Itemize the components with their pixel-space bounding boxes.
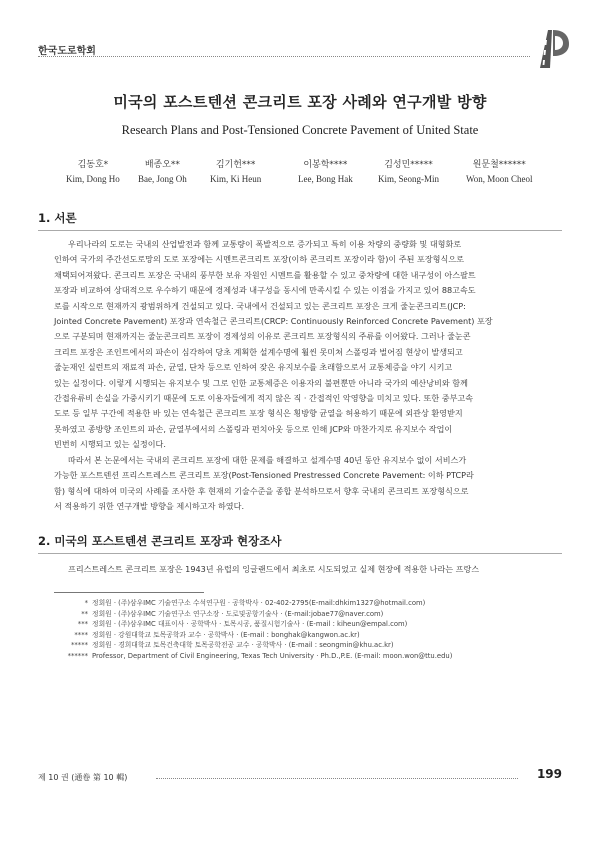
author-name-korean: 배종오**: [144, 160, 180, 170]
text-line: 함) 형식에 대하여 미국의 사례를 조사한 후 현재의 기술수준을 종합 분석하므로서 향후 국내의 콘크리트 포장형식으로: [54, 485, 469, 496]
author-name-english: Won, Moon Cheol: [466, 174, 533, 184]
text-line: 인하여 국가의 주간선도로망의 도로 포장에는 시멘트콘크리트 포장(이하 콘크리트 포장이라 함)이 주된 포장형식으로: [54, 254, 464, 265]
author-name-english: Kim, Dong Ho: [66, 174, 120, 184]
footnote-text: 정회원 · 경희대학교 토목건축대학 토목공학전공 교수 · 공학박사 · (E-mail : seongmin@khu.ac.kr): [92, 641, 394, 650]
text-line: 못하였고 종방향 조인트의 파손, 균열부에서의 스폴링과 펀치아웃 등으로 인해 JCP와 마찬가지로 유지보수 작업이: [54, 423, 453, 434]
running-header: [38, 40, 570, 62]
section-heading-us-pavement: 2. 미국의 포스트텐션 콘크리트 포장과 현장조사: [38, 534, 282, 548]
text-line: 서 적용하기 위한 연구개발 방향을 제시하고자 하였다.: [54, 500, 245, 511]
text-line: 포장과 비교하여 상대적으로 우수하기 때문에 경제성과 내구성을 동시에 만족시킬 수 있는 이점을 가지고 있어 88고속도: [54, 285, 476, 296]
text-line: 으로 구분되며 현재까지는 줄눈콘크리트 포장이 경제성의 이유로 콘크리트 포장형식의 주류를 이어왔다. 그러나 줄눈콘: [54, 331, 471, 342]
paragraph: [54, 453, 550, 515]
running-footer: [38, 767, 562, 786]
author-name-korean: 이봉학****: [303, 160, 348, 170]
paragraph: [54, 237, 550, 453]
text-line: 채택되어져왔다. 콘크리트 포장은 국내의 풍부한 보유 자원인 시멘트를 활용할 수 있고 중차량에 대한 내구성이 아스팔트: [54, 269, 476, 280]
footnotes: [54, 598, 554, 662]
section-body-us-pavement: [54, 562, 550, 577]
text-line: 우리나라의 도로는 국내의 산업발전과 함께 교통량이 폭발적으로 증가되고 특히 이용 차량의 중량화 및 대형화로: [68, 239, 462, 249]
footnote-text: 정회원 · (주)삼우IMC 대표이사 · 공학박사 · 토목시공, 품질시험기술사 · (E-mail : kiheun@empal.com): [92, 620, 408, 629]
section-rule: [38, 553, 562, 554]
footnote-text: 정회원 · 강원대학교 토목공학과 교수 · 공학박사 · (E-mail : bonghak@kangwon.ac.kr): [92, 630, 360, 639]
section-rule: [38, 230, 562, 231]
footnote: [54, 619, 554, 630]
footnote: [54, 640, 554, 651]
footnote-mark: ******: [67, 651, 88, 660]
text-line: Jointed Concrete Pavement) 포장과 연속철근 콘크리트(CRCP: Continuously Reinforced Concrete Pavement) 포장: [54, 316, 493, 327]
text-line: 크리트 포장은 조인트에서의 파손이 심각하여 당초 계획한 설계수명에 훨씬 못미쳐 스폴링과 벌어짐 현상이 발생되고: [54, 346, 463, 357]
author-name-korean: 김동호*: [77, 160, 109, 170]
author: [466, 157, 533, 184]
text-line: 있는 실정이다. 이렇게 시행되는 유지보수 및 그로 인한 교통체증은 이용자의 불편뿐만 아니라 국가의 예산낭비와 함께: [54, 377, 468, 388]
author-name-english: Kim, Seong-Min: [378, 174, 440, 184]
text-line: 간접유류비 손실을 가중시키기 때문에 도로 이용자들에게 적지 않은 직 · 간접적인 악영향을 미치고 있다. 또한 중부고속: [54, 393, 474, 404]
section-heading-introduction: 1. 서론: [38, 211, 77, 225]
text-line: 줄눈재인 실런트의 재료적 파손, 균열, 단차 등으로 인하여 잦은 유지보수를 초래함으로서 교통체증을 야기 시키고: [54, 362, 453, 373]
footnote-mark: *****: [71, 641, 88, 650]
text-line: 로를 시작으로 현재까지 광범위하게 건설되고 있다. 국내에서 건설되고 있는 콘크리트 포장은 크게 줄눈콘크리트(JCP:: [54, 300, 466, 311]
footnote-text: 정회원 · (주)삼우IMC 기술연구소 수석연구원 · 공학박사 · 02-402-2795(E-mail:dhkim1327@hotmail.com): [92, 599, 426, 607]
footnote-mark: **: [81, 609, 88, 618]
author-name-english: Bae, Jong Oh: [138, 174, 187, 184]
footnote-mark: ****: [74, 630, 88, 639]
footnote: [54, 609, 554, 620]
volume-info: 제 10 권 (通卷 第 10 輯): [38, 773, 128, 782]
author: [138, 157, 187, 184]
author-name-korean: 김성민*****: [384, 160, 433, 170]
text-line: 가능한 포스트텐션 프리스트레스트 콘크리트 포장(Post-Tensioned Prestressed Concrete Pavement: 이하 PTCP라: [54, 470, 474, 481]
footnote: [54, 598, 554, 609]
author: [378, 157, 439, 184]
author-name-korean: 김기헌***: [215, 160, 256, 170]
header-rule: [38, 56, 530, 57]
footnote-mark: *: [84, 599, 88, 607]
paper-title-korean: 미국의 포스트텐션 콘크리트 포장 사례와 연구개발 방향: [113, 93, 487, 111]
footnote: [54, 651, 554, 662]
footnote-text: 정회원 · (주)삼우IMC 기술연구소 연구소장 · 도로및공항기술사 · (E-mail:jobae77@naver.com): [92, 609, 384, 618]
author-name-english: Kim, Ki Heun: [210, 174, 262, 184]
footnote: [54, 630, 554, 641]
author-name-english: Lee, Bong Hak: [298, 174, 353, 184]
footer-rule: [156, 778, 518, 779]
footnote-mark: ***: [77, 620, 88, 629]
text-line: 따라서 본 논문에서는 국내의 콘크리트 포장에 대한 문제를 해결하고 설계수명 40년 동안 유지보수 없이 서비스가: [68, 454, 467, 465]
footnote-rule: [54, 592, 204, 593]
journal-name: 한국도로학회: [38, 46, 96, 57]
paper-title-english: Research Plans and Post-Tensioned Concrete Pavement of United State: [121, 123, 479, 137]
text-line: 프리스트레스트 콘크리트 포장은 1943년 유럽의 잉글랜드에서 최초로 시도되었고 실제 현장에 적용한 나라는 프랑스: [68, 564, 480, 574]
footnote-text: Professor, Department of Civil Engineering, Texas Tech University · Ph.D.,P.E. (E-mail: moon.won@ttu.edu): [92, 651, 453, 660]
author: [298, 157, 353, 184]
section-body-introduction: [54, 237, 550, 514]
author: [66, 157, 120, 184]
text-line: 빈번히 시행되고 있는 실정이다.: [54, 439, 166, 450]
author-name-korean: 원문철******: [472, 160, 526, 170]
journal-logo-icon: [536, 28, 570, 68]
author-list: [66, 157, 546, 191]
page-number: 199: [536, 767, 562, 781]
author: [210, 157, 261, 184]
text-line: 도로 등 일부 구간에 적용한 바 있는 연속철근 콘크리트 포장 형식은 횡방향 균열을 허용하기 때문에 외관상 환영받지: [54, 408, 463, 419]
